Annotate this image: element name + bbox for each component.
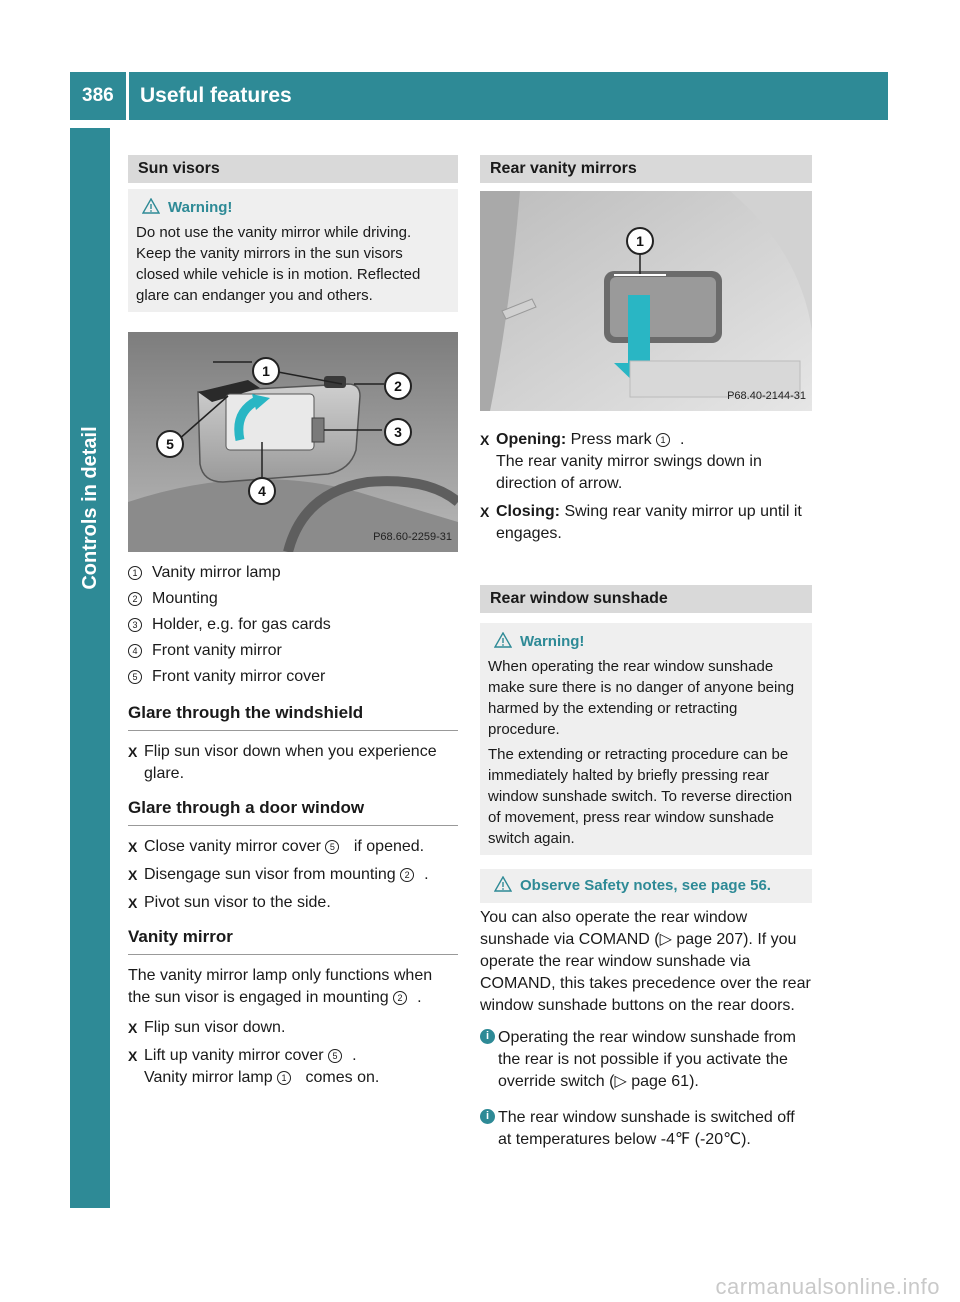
heading-vanity-mirror: Vanity mirror: [128, 926, 458, 955]
left-column: [128, 155, 458, 1095]
warning-text: When operating the rear window sunshade make sure there is no danger of anyone being harmed by the extending or retracting procedure.: [488, 658, 795, 738]
page-title: Useful features: [140, 84, 292, 107]
info-note: i Operating the rear window sunshade from the rear is not possible if you activate the override switch (▷ page 61).: [480, 1027, 812, 1093]
legend-item: 5 Front vanity mirror cover: [128, 664, 458, 690]
step-item: X Disengage sun visor from mounting 2 .: [128, 866, 429, 883]
legend-number: 4: [128, 644, 142, 658]
heading-door-window: Glare through a door window: [128, 797, 458, 826]
right-column: [480, 155, 812, 1151]
paragraph: The vanity mirror lamp only functions when the sun visor is engaged in mounting 2 .: [128, 967, 433, 1006]
legend-number: 1: [128, 566, 142, 580]
warning-triangle-icon: [494, 876, 512, 892]
warning-text: The extending or retracting procedure can be immediately halted by briefly pressing rear window sunshade switch. To reverse direction of movement, press rear window sunshade switch again.: [488, 746, 793, 847]
step-item: X Opening: Press mark 1 . The rear vanity mirror swings down in direction of arrow.: [480, 431, 762, 492]
step-item: X Flip sun visor down.: [128, 1019, 286, 1036]
paragraph: You can also operate the rear window sunshade via COMAND (▷ page 207). If you operate the rear window sunshade via COMAND, this takes precedence over the rear window sunshade buttons on the rear doors.: [480, 909, 811, 1014]
step-item: X Pivot sun visor to the side.: [128, 894, 331, 911]
info-icon: i: [480, 1029, 495, 1044]
rear-mirror-figure: [480, 191, 812, 411]
callout-1: 1: [252, 357, 280, 385]
page-header: [70, 72, 888, 120]
legend-item: 1 Vanity mirror lamp: [128, 560, 458, 586]
legend-list: [128, 560, 458, 690]
side-tab: [70, 128, 110, 1208]
callout-4: 4: [248, 477, 276, 505]
callout-1: 1: [626, 227, 654, 255]
legend-number: 5: [128, 670, 142, 684]
sun-visor-figure: [128, 332, 458, 552]
legend-item: 4 Front vanity mirror: [128, 638, 458, 664]
warning-box: [480, 623, 812, 855]
legend-item: 2 Mounting: [128, 586, 458, 612]
step-item: X Closing: Swing rear vanity mirror up until it engages.: [480, 503, 802, 542]
info-icon: i: [480, 1109, 495, 1124]
callout-3: 3: [384, 418, 412, 446]
warning-triangle-icon: [142, 198, 160, 214]
step-item: X Close vanity mirror cover 5 if opened.: [128, 838, 425, 855]
warning-text: Do not use the vanity mirror while driving. Keep the vanity mirrors in the sun visors closed while vehicle is in motion. Reflected glare can endanger you and others.: [136, 224, 421, 304]
legend-number: 3: [128, 618, 142, 632]
header-divider: [126, 72, 129, 120]
step-item: X Flip sun visor down when you experience glare.: [128, 743, 437, 782]
callout-2: 2: [384, 372, 412, 400]
legend-number: 2: [128, 592, 142, 606]
heading-windshield: Glare through the windshield: [128, 702, 458, 731]
warning-title: Warning!: [520, 633, 585, 650]
section-heading-rear-vanity-mirrors: Rear vanity mirrors: [480, 155, 812, 183]
rear-mirror-illustration: [480, 191, 812, 411]
section-heading-rear-window-sunshade: Rear window sunshade: [480, 585, 812, 613]
info-note: i The rear window sunshade is switched off at temperatures below -4℉ (-20℃).: [480, 1107, 812, 1151]
side-tab-label: Controls in detail: [79, 426, 101, 590]
page-number: 386: [82, 85, 114, 106]
warning-box: [128, 189, 458, 312]
figure-code: P68.40-2144-31: [727, 390, 806, 402]
watermark: carmanualsonline.info: [715, 1274, 940, 1299]
figure-code: P68.60-2259-31: [373, 531, 452, 543]
legend-item: 3 Holder, e.g. for gas cards: [128, 612, 458, 638]
section-heading-sun-visors: Sun visors: [128, 155, 458, 183]
warning-title: Warning!: [168, 199, 233, 216]
step-item: X Lift up vanity mirror cover 5 . Vanity mirror lamp 1 comes on.: [128, 1047, 380, 1086]
warning-triangle-icon: [494, 632, 512, 648]
callout-5: 5: [156, 430, 184, 458]
observe-safety-note: Observe Safety notes, see page 56.: [480, 869, 812, 903]
